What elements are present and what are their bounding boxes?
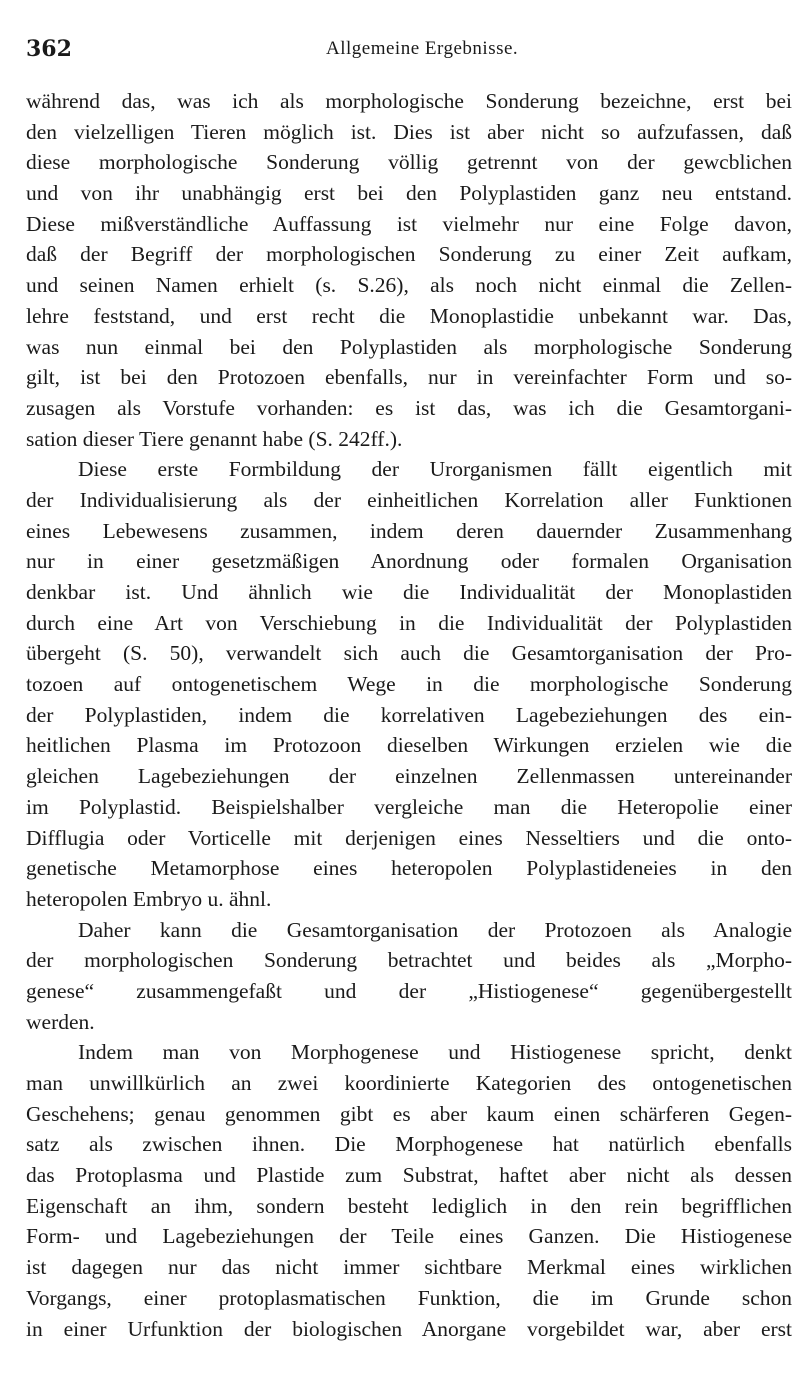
text-line: Difflugia oder Vorticelle mit derjenigen eines Nesseltiers und die onto- <box>26 825 792 850</box>
text-line: werden. <box>26 1009 95 1034</box>
text-line: heitlichen Plasma im Protozoon dieselben Wirkungen erzielen wie die <box>26 733 792 758</box>
text-line: der morphologischen Sonderung betrachtet und beides als „Morpho- <box>26 948 792 973</box>
text-line: Vorgangs, einer protoplasmatischen Funktion, die im Grunde schon <box>26 1285 792 1310</box>
text-line: nur in einer gesetzmäßigen Anordnung oder formalen Organisation <box>26 549 792 574</box>
text-line: das Protoplasma und Plastide zum Substrat, haftet aber nicht als dessen <box>26 1163 792 1188</box>
text-line: eines Lebewesens zusammen, indem deren dauernder Zusammenhang <box>26 518 792 543</box>
body-text <box>26 86 792 1344</box>
text-line: denkbar ist. Und ähnlich wie die Individualität der Monoplastiden <box>26 580 792 604</box>
page-number: 362 <box>26 36 72 62</box>
text-line: heteropolen Embryo u. ähnl. <box>26 886 272 911</box>
text-line: Daher kann die Gesamtorganisation der Protozoen als Analogie <box>78 917 792 942</box>
text-line: satz als zwischen ihnen. Die Morphogenese hat natürlich ebenfalls <box>26 1132 792 1157</box>
text-line: Eigenschaft an ihm, sondern besteht lediglich in den rein begrifflichen <box>26 1193 792 1218</box>
text-line: übergeht (S. 50), verwandelt sich auch die Gesamtorganisation der Pro- <box>26 641 792 666</box>
text-line: lehre feststand, und erst recht die Monoplastidie unbekannt war. Das, <box>26 303 792 328</box>
text-line: und seinen Namen erhielt (s. S.26), als noch nicht einmal die Zellen- <box>26 273 792 298</box>
text-line: der Individualisierung als der einheitlichen Korrelation aller Funktionen <box>26 487 792 512</box>
text-line: genese“ zusammengefaßt und der „Histiogenese“ gegenübergestellt <box>26 978 792 1003</box>
text-line: Geschehens; genau genommen gibt es aber kaum einen schärferen Gegen- <box>26 1101 792 1126</box>
text-line: durch eine Art von Verschiebung in die Individualität der Polyplastiden <box>26 610 792 635</box>
text-line: Diese mißverständliche Auffassung ist vielmehr nur eine Folge davon, <box>26 211 792 236</box>
text-line: ist dagegen nur das nicht immer sichtbare Merkmal eines wirklichen <box>26 1255 792 1280</box>
page-header <box>26 36 784 66</box>
text-line: der Polyplastiden, indem die korrelativen Lagebeziehungen des ein- <box>26 702 792 727</box>
text-line: im Polyplastid. Beispielshalber vergleiche man die Heteropolie einer <box>26 794 792 819</box>
text-line: zusagen als Vorstufe vorhanden: es ist das, was ich die Gesamtorgani- <box>26 395 792 420</box>
text-line: in einer Urfunktion der biologischen Anorgane vorgebildet war, aber erst <box>26 1316 792 1341</box>
text-line: daß der Begriff der morphologischen Sonderung zu einer Zeit aufkam, <box>26 242 792 267</box>
text-line: tozoen auf ontogenetischem Wege in die morphologische Sonderung <box>26 672 792 697</box>
text-line: den vielzelligen Tieren möglich ist. Dies ist aber nicht so aufzufassen, daß <box>26 119 792 144</box>
text-line: was nun einmal bei den Polyplastiden als morphologische Sonderung <box>26 334 792 359</box>
text-line: gleichen Lagebeziehungen der einzelnen Zellenmassen untereinander <box>26 764 792 789</box>
text-line: Diese erste Formbildung der Urorganismen fällt eigentlich mit <box>78 457 792 482</box>
text-line: diese morphologische Sonderung völlig getrennt von der gewcblichen <box>26 150 792 175</box>
text-line: Form- und Lagebeziehungen der Teile eines Ganzen. Die Histiogenese <box>26 1224 792 1249</box>
text-line: genetische Metamorphose eines heteropolen Polyplastideneies in den <box>26 856 792 881</box>
text-line: man unwillkürlich an zwei koordinierte Kategorien des ontogenetischen <box>26 1071 792 1095</box>
text-line: Indem man von Morphogenese und Histiogenese spricht, denkt <box>78 1040 792 1065</box>
text-line: sation dieser Tiere genannt habe (S. 242ff.). <box>26 426 403 451</box>
text-line: und von ihr unabhängig erst bei den Polyplastiden ganz neu entstand. <box>26 181 792 206</box>
running-title: Allgemeine Ergebnisse. <box>326 38 519 59</box>
text-line: während das, was ich als morphologische Sonderung bezeichne, erst bei <box>26 89 792 113</box>
text-line: gilt, ist bei den Protozoen ebenfalls, nur in vereinfachter Form und so- <box>26 365 792 390</box>
